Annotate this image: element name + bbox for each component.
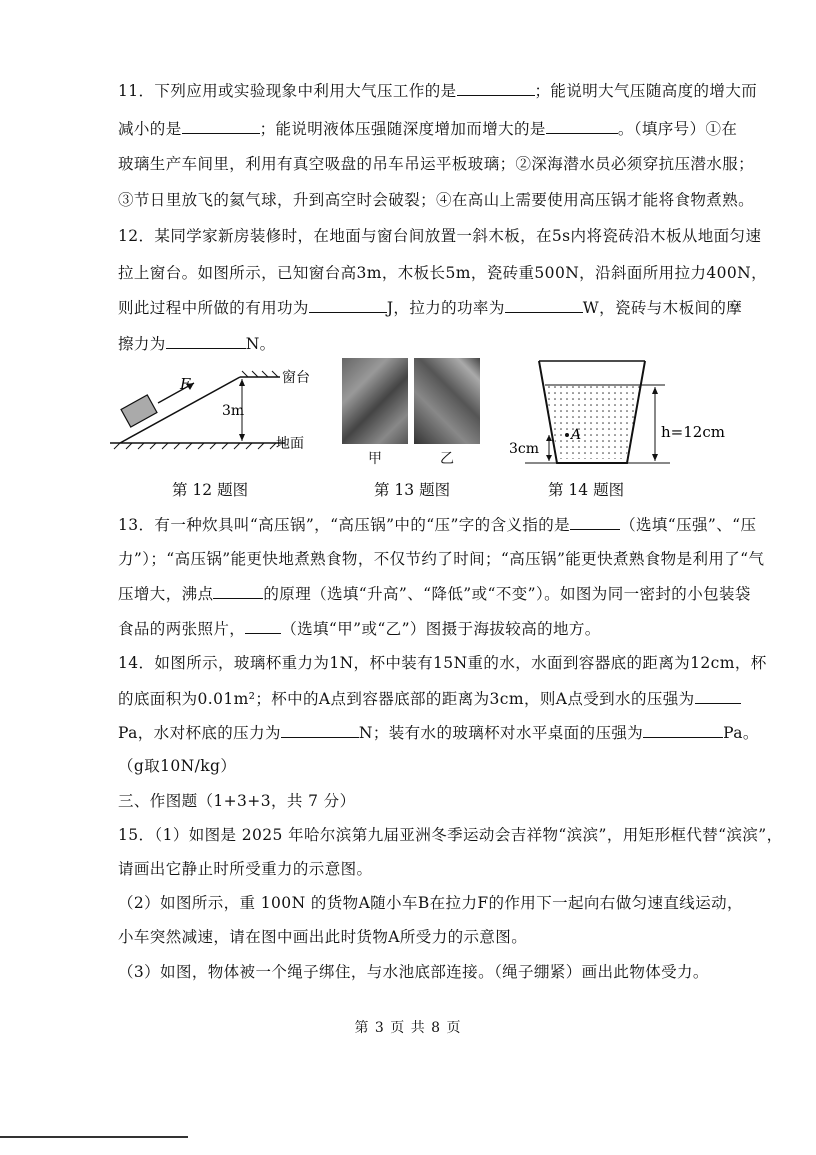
q13-line4	[118, 618, 601, 639]
q11-text: 11．下列应用或实验现象中利用大气压工作的是	[118, 82, 457, 100]
q13-text: 的原理（选填“升高”、“降低”或“不变”）。如图为同一密封的小包装袋	[263, 585, 751, 603]
q13-text: 13．有一种炊具叫“高压锅”，“高压锅”中的“压”字的含义指的是	[118, 516, 571, 534]
fig13-caption: 第 13 题图	[374, 481, 451, 499]
q13-line2: 力”）；“高压锅”能更快地煮熟食物，不仅节约了时间；“高压锅”能更快煮熟食物是利用了“气	[118, 550, 765, 568]
fig12-caption: 第 12 题图	[172, 481, 249, 499]
q12-line3	[118, 297, 742, 318]
incline-figure	[110, 365, 325, 460]
q12-text: J，拉力的功率为	[386, 299, 505, 317]
height-arrowhead-top	[239, 379, 245, 386]
sill-hatch	[242, 371, 278, 377]
q12-text: N。	[245, 335, 276, 353]
ground-hatch	[114, 443, 276, 449]
ground-label: 地面	[276, 436, 304, 452]
h-label: h=12cm	[661, 423, 725, 441]
label-yi: 乙	[440, 451, 454, 467]
q13-text: （选填“压强”、“压	[620, 516, 757, 534]
q11-text: ；能说明大气压随高度的增大而	[534, 82, 758, 100]
q12-text: 擦力为	[118, 335, 166, 353]
point-a	[565, 433, 569, 437]
q15-p2a: （2）如图所示，重 100N 的货物A随小车B在拉力F的作用下一起向右做匀速直线运动，	[118, 894, 743, 912]
tile-block	[121, 395, 157, 427]
section-title: 三、作图题（1+3+3，共 7 分）	[118, 792, 356, 810]
q12-line4	[118, 333, 276, 354]
q14-text: Pa。	[723, 724, 759, 742]
q13-text: 压增大，沸点	[118, 585, 214, 603]
q11-line2	[118, 118, 737, 139]
depth-label: 3cm	[509, 441, 540, 457]
h-arrowhead-bottom	[652, 454, 658, 461]
q13-line1	[118, 514, 756, 535]
glass-figure	[505, 355, 725, 470]
q11-line4: ③节日里放飞的氦气球，升到高空时会破裂；④在高山上需要使用高压锅才能将食物煮熟。	[118, 191, 755, 209]
answer-blank[interactable]	[281, 722, 359, 738]
q14-line1: 14．如图所示，玻璃杯重力为1N，杯中装有15N重的水，水面到容器底的距离为12cm，杯	[118, 654, 767, 672]
depth-arrowhead-bottom	[546, 455, 552, 461]
answer-blank[interactable]	[166, 333, 246, 349]
q15-p2b: 小车突然减速，请在图中画出此时货物A所受力的示意图。	[118, 928, 528, 946]
force-label: F	[180, 375, 191, 393]
fig14-caption: 第 14 题图	[548, 481, 625, 499]
q11-text: 减小的是	[118, 120, 182, 138]
q12-text: 则此过程中所做的有用功为	[118, 299, 309, 317]
photo-jia	[342, 358, 408, 444]
footnote-rule	[0, 1136, 188, 1138]
answer-blank[interactable]	[245, 618, 281, 634]
q13-line3	[118, 583, 751, 604]
q15-p1b: 请画出它静止时所受重力的示意图。	[118, 860, 373, 878]
answer-blank[interactable]	[643, 722, 723, 738]
page-footer: 第 3 页 共 8 页	[354, 1020, 462, 1036]
water	[545, 385, 641, 459]
q15-p1a: 15．（1）如图是 2025 年哈尔滨第九届亚洲冬季运动会吉祥物“滨滨”，用矩形框代替“滨滨”，	[118, 826, 783, 844]
q12-line1: 12．某同学家新房装修时，在地面与窗台间放置一斜木板，在5s内将瓷砖沿木板从地面匀速	[118, 227, 762, 245]
q13-text: 食品的两张照片，	[118, 620, 246, 638]
label-jia: 甲	[368, 451, 382, 467]
q14-text: 的底面积为0.01m²；杯中的A点到容器底部的距离为3cm，则A点受到水的压强为	[118, 690, 695, 708]
depth-arrowhead-top	[546, 435, 552, 441]
q14-text: Pa，水对杯底的压力为	[118, 724, 281, 742]
q14-line4: （g取10N/kg）	[118, 757, 237, 775]
q11-text: ；能说明液体压强随深度增加而增大的是	[259, 120, 546, 138]
h-arrowhead-top	[652, 387, 658, 394]
q14-line3	[118, 722, 759, 743]
q12-text: W，瓷砖与木板间的摩	[582, 299, 743, 317]
q11-line3: 玻璃生产车间里，利用有真空吸盘的吊车吊运平板玻璃；②深海潜水员必须穿抗压潜水服；	[118, 155, 755, 173]
sill-label: 窗台	[282, 370, 310, 386]
q14-line2	[118, 688, 741, 709]
answer-blank[interactable]	[695, 688, 741, 704]
answer-blank[interactable]	[182, 118, 260, 134]
q13-text: （选填“甲”或“乙”）图摄于海拔较高的地方。	[281, 620, 601, 638]
q15-p3: （3）如图，物体被一个绳子绑住，与水池底部连接。（绳子绷紧）画出此物体受力。	[118, 963, 709, 981]
height-label: 3m	[222, 403, 245, 419]
photo-yi	[414, 358, 480, 444]
answer-blank[interactable]	[309, 297, 387, 313]
height-arrowhead-bottom	[239, 434, 245, 441]
q11-text: 。（填序号）①在	[617, 120, 738, 138]
q12-line2: 拉上窗台。如图所示，已知窗台高3m，木板长5m，瓷砖重500N，沿斜面所用拉力400N，	[118, 264, 768, 282]
answer-blank[interactable]	[546, 118, 618, 134]
q11-line1	[118, 80, 757, 101]
q14-text: N；装有水的玻璃杯对水平桌面的压强为	[358, 724, 644, 742]
answer-blank[interactable]	[505, 297, 583, 313]
point-a-label: A	[571, 427, 582, 443]
answer-blank[interactable]	[570, 514, 620, 530]
answer-blank[interactable]	[457, 80, 535, 96]
answer-blank[interactable]	[213, 583, 263, 599]
